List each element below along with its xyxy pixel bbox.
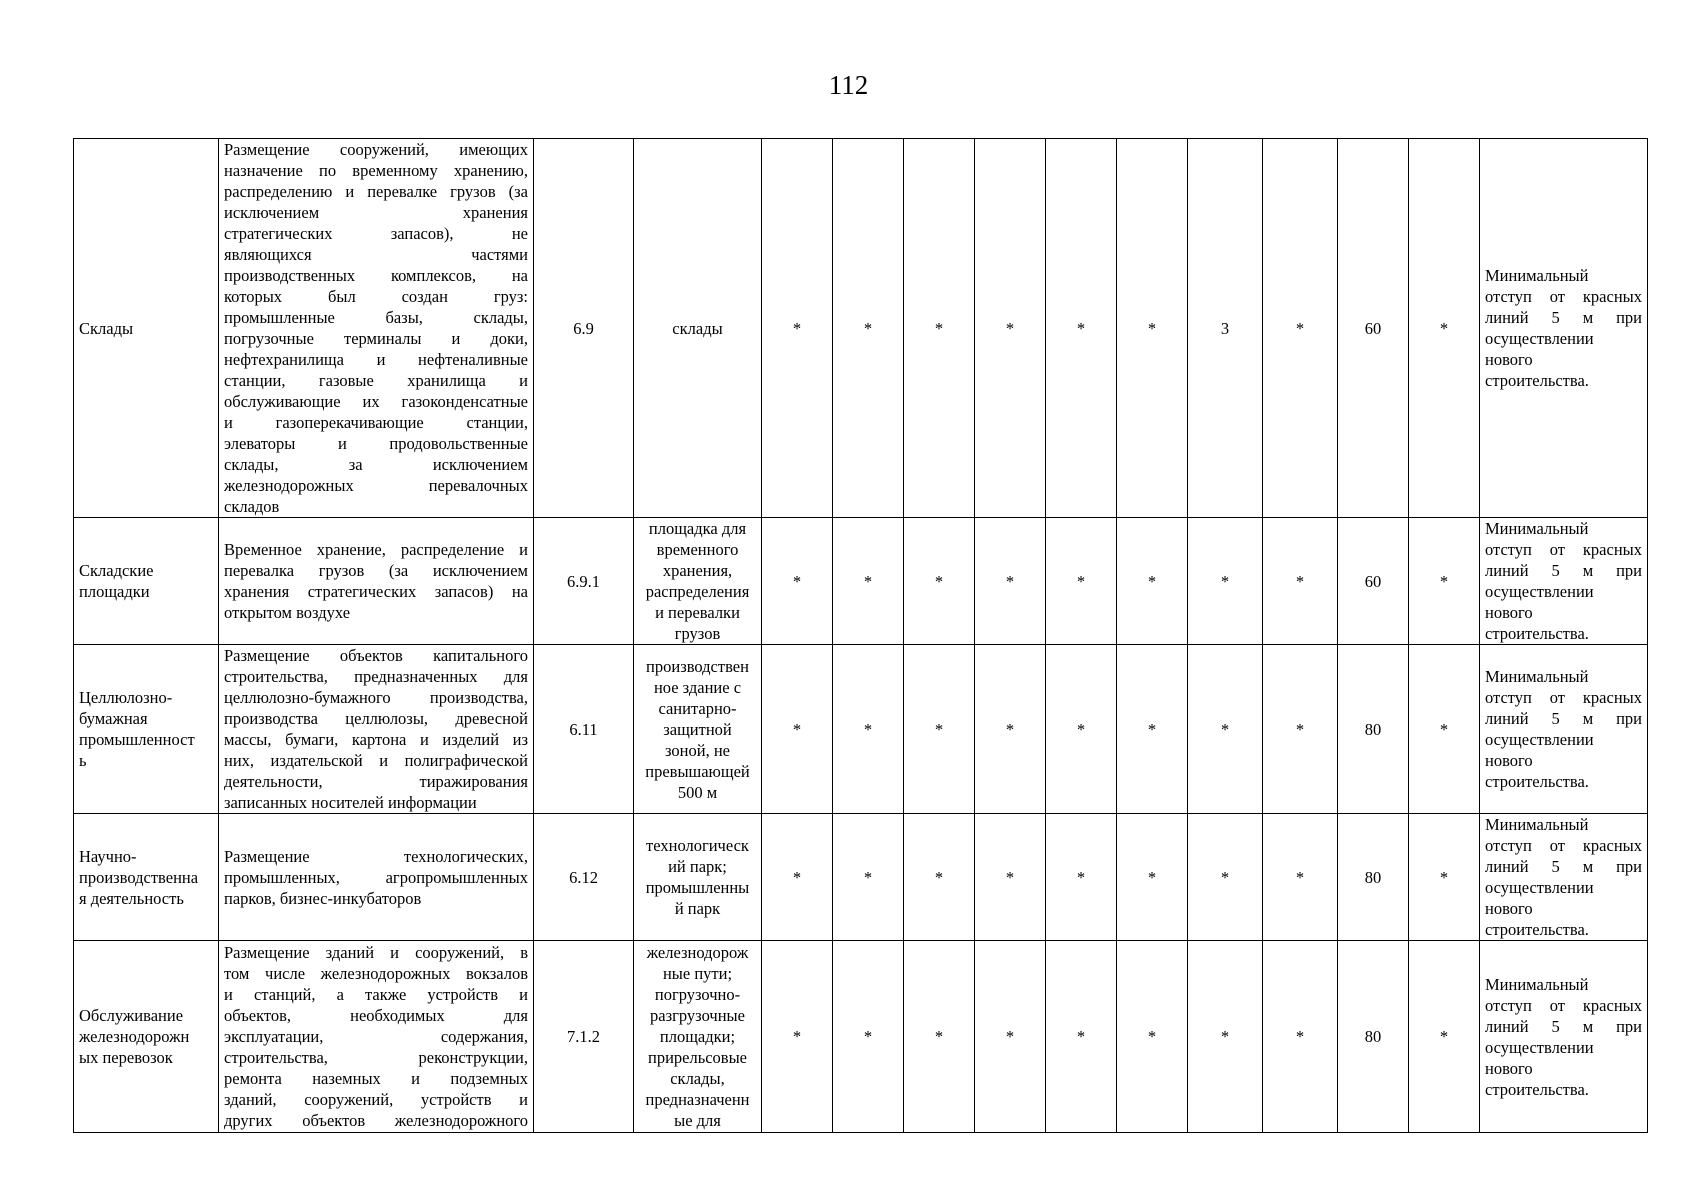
param-value: * xyxy=(833,518,904,645)
param-value: * xyxy=(904,645,975,814)
param-value: 80 xyxy=(1338,941,1409,1133)
param-value: * xyxy=(833,941,904,1133)
use-name: Склады xyxy=(74,139,219,518)
use-name: Обслуживание железнодорожн ых перевозок xyxy=(74,941,219,1133)
param-value: * xyxy=(1263,645,1338,814)
use-code: 6.11 xyxy=(534,645,634,814)
use-name: Целлюлозно- бумажная промышленност ь xyxy=(74,645,219,814)
param-value: 80 xyxy=(1338,814,1409,941)
param-value: * xyxy=(1409,941,1480,1133)
use-code: 6.9 xyxy=(534,139,634,518)
param-value: 60 xyxy=(1338,139,1409,518)
param-value: * xyxy=(975,139,1046,518)
param-value: * xyxy=(1188,645,1263,814)
param-value: * xyxy=(1117,814,1188,941)
use-code: 7.1.2 xyxy=(534,941,634,1133)
param-value: * xyxy=(833,645,904,814)
param-value: * xyxy=(1409,645,1480,814)
param-value: * xyxy=(1263,139,1338,518)
param-value: 60 xyxy=(1338,518,1409,645)
table-row xyxy=(74,645,1648,814)
table-row xyxy=(74,139,1648,518)
param-value: * xyxy=(975,814,1046,941)
object-type: технологическ ий парк; промышленны й парк xyxy=(634,814,762,941)
restriction-note: Минимальный отступ от красных линий 5 м при осуществлении нового строительства. xyxy=(1480,139,1648,518)
param-value: * xyxy=(1263,941,1338,1133)
param-value: * xyxy=(1188,814,1263,941)
object-type: площадка для временного хранения, распределения и перевалки грузов xyxy=(634,518,762,645)
use-name: Научно- производственна я деятельность xyxy=(74,814,219,941)
use-description: Временное хранение, распределение и перевалка грузов (за исключением хранения стратегических запасов) на открытом воздухе xyxy=(219,518,534,645)
param-value: * xyxy=(762,518,833,645)
param-value: * xyxy=(1117,518,1188,645)
restriction-note: Минимальный отступ от красных линий 5 м при осуществлении нового строительства. xyxy=(1480,645,1648,814)
object-type: склады xyxy=(634,139,762,518)
param-value: * xyxy=(904,518,975,645)
use-code: 6.9.1 xyxy=(534,518,634,645)
param-value: 80 xyxy=(1338,645,1409,814)
use-code: 6.12 xyxy=(534,814,634,941)
param-value: * xyxy=(1046,941,1117,1133)
page-number: 112 xyxy=(828,70,869,100)
param-value: * xyxy=(833,814,904,941)
param-value: 3 xyxy=(1188,139,1263,518)
param-value: * xyxy=(1046,518,1117,645)
param-value: * xyxy=(1117,941,1188,1133)
param-value: * xyxy=(762,645,833,814)
restriction-note: Минимальный отступ от красных линий 5 м при осуществлении нового строительства. xyxy=(1480,941,1648,1133)
param-value: * xyxy=(1046,645,1117,814)
param-value: * xyxy=(1263,518,1338,645)
param-value: * xyxy=(833,139,904,518)
param-value: * xyxy=(1188,518,1263,645)
param-value: * xyxy=(1117,139,1188,518)
use-name: Складские площадки xyxy=(74,518,219,645)
table-row xyxy=(74,518,1648,645)
table-row xyxy=(74,814,1648,941)
param-value: * xyxy=(1188,941,1263,1133)
param-value: * xyxy=(904,814,975,941)
param-value: * xyxy=(762,814,833,941)
param-value: * xyxy=(1409,518,1480,645)
use-description: Размещение объектов капитального строительства, предназначенных для целлюлозно-бумажного производства, производства целлюлозы, древесной массы, бумаги, картона и изделий из них, издательской и полиграфической деятельности, тиражирования записанных носителей информации xyxy=(219,645,534,814)
param-value: * xyxy=(1117,645,1188,814)
use-description: Размещение технологических, промышленных, агропромышленных парков, бизнес-инкубаторов xyxy=(219,814,534,941)
param-value: * xyxy=(1409,814,1480,941)
table-row xyxy=(74,941,1648,1133)
param-value: * xyxy=(1046,139,1117,518)
param-value: * xyxy=(1409,139,1480,518)
param-value: * xyxy=(904,139,975,518)
zoning-table xyxy=(73,138,1648,1133)
param-value: * xyxy=(975,645,1046,814)
param-value: * xyxy=(975,518,1046,645)
object-type: железнодорож ные пути; погрузочно- разгрузочные площадки; прирельсовые склады, предназначенн ые для xyxy=(634,941,762,1133)
use-description: Размещение зданий и сооружений, в том числе железнодорожных вокзалов и станций, а также устройств и объектов, необходимых для эксплуатации, содержания, строительства, реконструкции, ремонта наземных и подземных зданий, сооружений, устройств и других объектов железнодорожного xyxy=(219,941,534,1133)
param-value: * xyxy=(975,941,1046,1133)
param-value: * xyxy=(904,941,975,1133)
param-value: * xyxy=(1263,814,1338,941)
param-value: * xyxy=(1046,814,1117,941)
restriction-note: Минимальный отступ от красных линий 5 м при осуществлении нового строительства. xyxy=(1480,814,1648,941)
param-value: * xyxy=(762,139,833,518)
object-type: производствен ное здание с санитарно- защитной зоной, не превышающей 500 м xyxy=(634,645,762,814)
use-description: Размещение сооружений, имеющих назначение по временному хранению, распределению и перевалке грузов (за исключением хранения стратегических запасов), не являющихся частями производственных комплексов, на которых был создан груз: промышленные базы, склады, погрузочные терминалы и доки, нефтехранилища и нефтеналивные станции, газовые хранилища и обслуживающие их газоконденсатные и газоперекачивающие станции, элеваторы и продовольственные склады, за исключением железнодорожных перевалочных складов xyxy=(219,139,534,518)
restriction-note: Минимальный отступ от красных линий 5 м при осуществлении нового строительства. xyxy=(1480,518,1648,645)
param-value: * xyxy=(762,941,833,1133)
